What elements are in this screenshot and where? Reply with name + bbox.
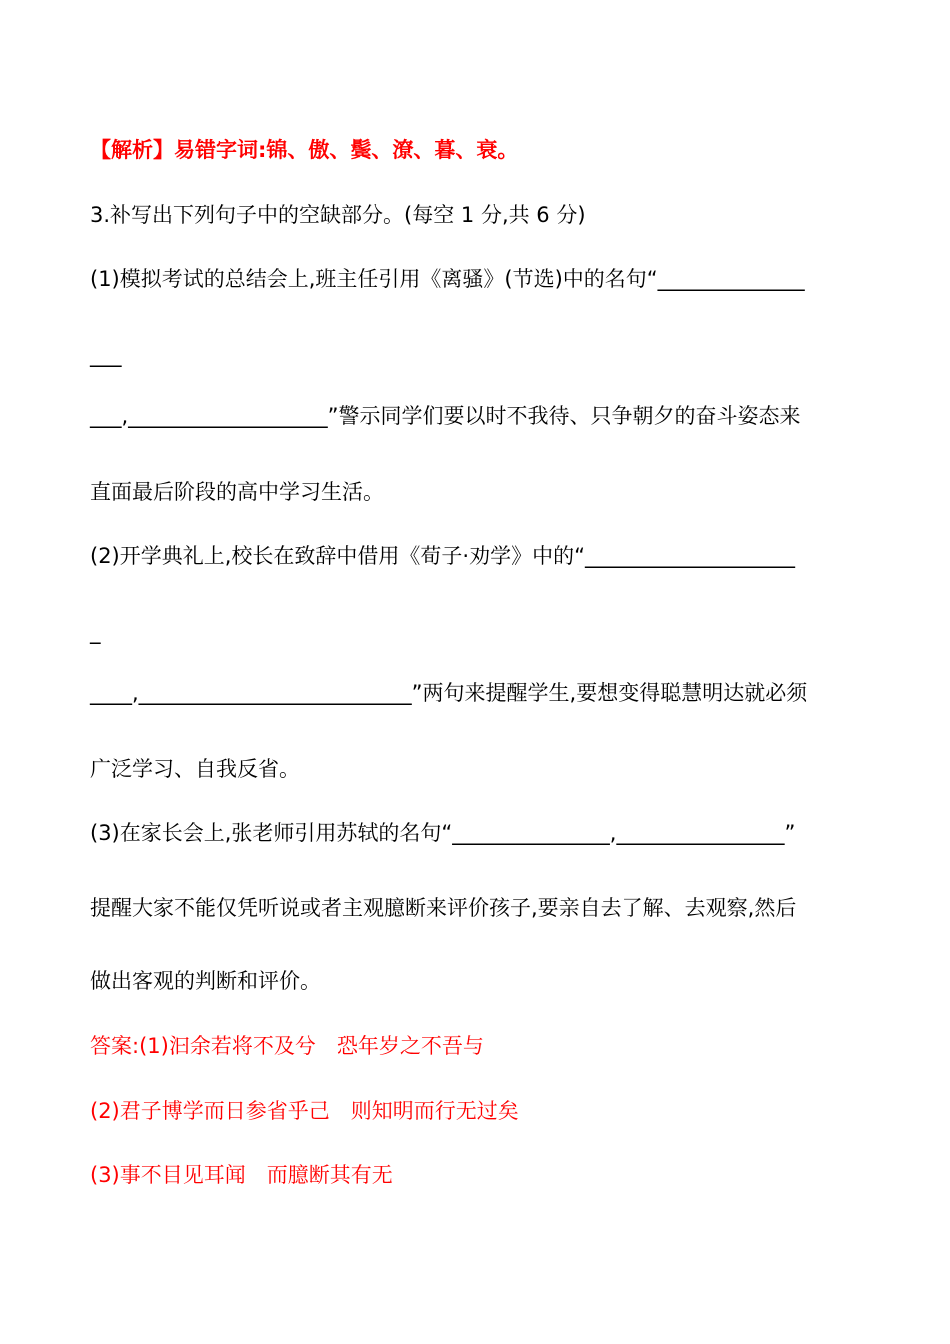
question-item-3-line-2: 提醒大家不能仅凭听说或者主观臆断来评价孩子,要亲自去了解、去观察,然后 — [90, 896, 797, 920]
question-item-2-line-3: ____,__________________________”两句来提醒学生,要想变得聪慧明达就必须 — [90, 681, 808, 705]
question-item-2-line-2: _ — [90, 620, 101, 644]
answer-line-2: (2)君子博学而日参省乎己 则知明而行无过矣 — [90, 1099, 519, 1123]
answer-line-3: (3)事不目见耳闻 而臆断其有无 — [90, 1163, 393, 1187]
question-stem: 3.补写出下列句子中的空缺部分。(每空 1 分,共 6 分) — [90, 203, 586, 227]
analysis-text: 【解析】易错字词:锦、傲、鬓、潦、暮、衰。 — [90, 138, 519, 162]
question-item-1-line-4: 直面最后阶段的高中学习生活。 — [90, 480, 384, 504]
question-item-1-line-1: (1)模拟考试的总结会上,班主任引用《离骚》(节选)中的名句“______________ — [90, 267, 805, 291]
question-item-3-line-1: (3)在家长会上,张老师引用苏轼的名句“_______________,________________” — [90, 821, 796, 845]
question-item-1-line-2: ___ — [90, 343, 122, 367]
question-item-2-line-1: (2)开学典礼上,校长在致辞中借用《荀子·劝学》中的“____________________ — [90, 544, 795, 568]
question-item-1-line-3: ___,___________________”警示同学们要以时不我待、只争朝夕的奋斗姿态来 — [90, 404, 801, 428]
answer-line-1: 答案:(1)汩余若将不及兮 恐年岁之不吾与 — [90, 1034, 484, 1058]
question-item-3-line-3: 做出客观的判断和评价。 — [90, 969, 321, 993]
question-item-2-line-4: 广泛学习、自我反省。 — [90, 757, 300, 781]
